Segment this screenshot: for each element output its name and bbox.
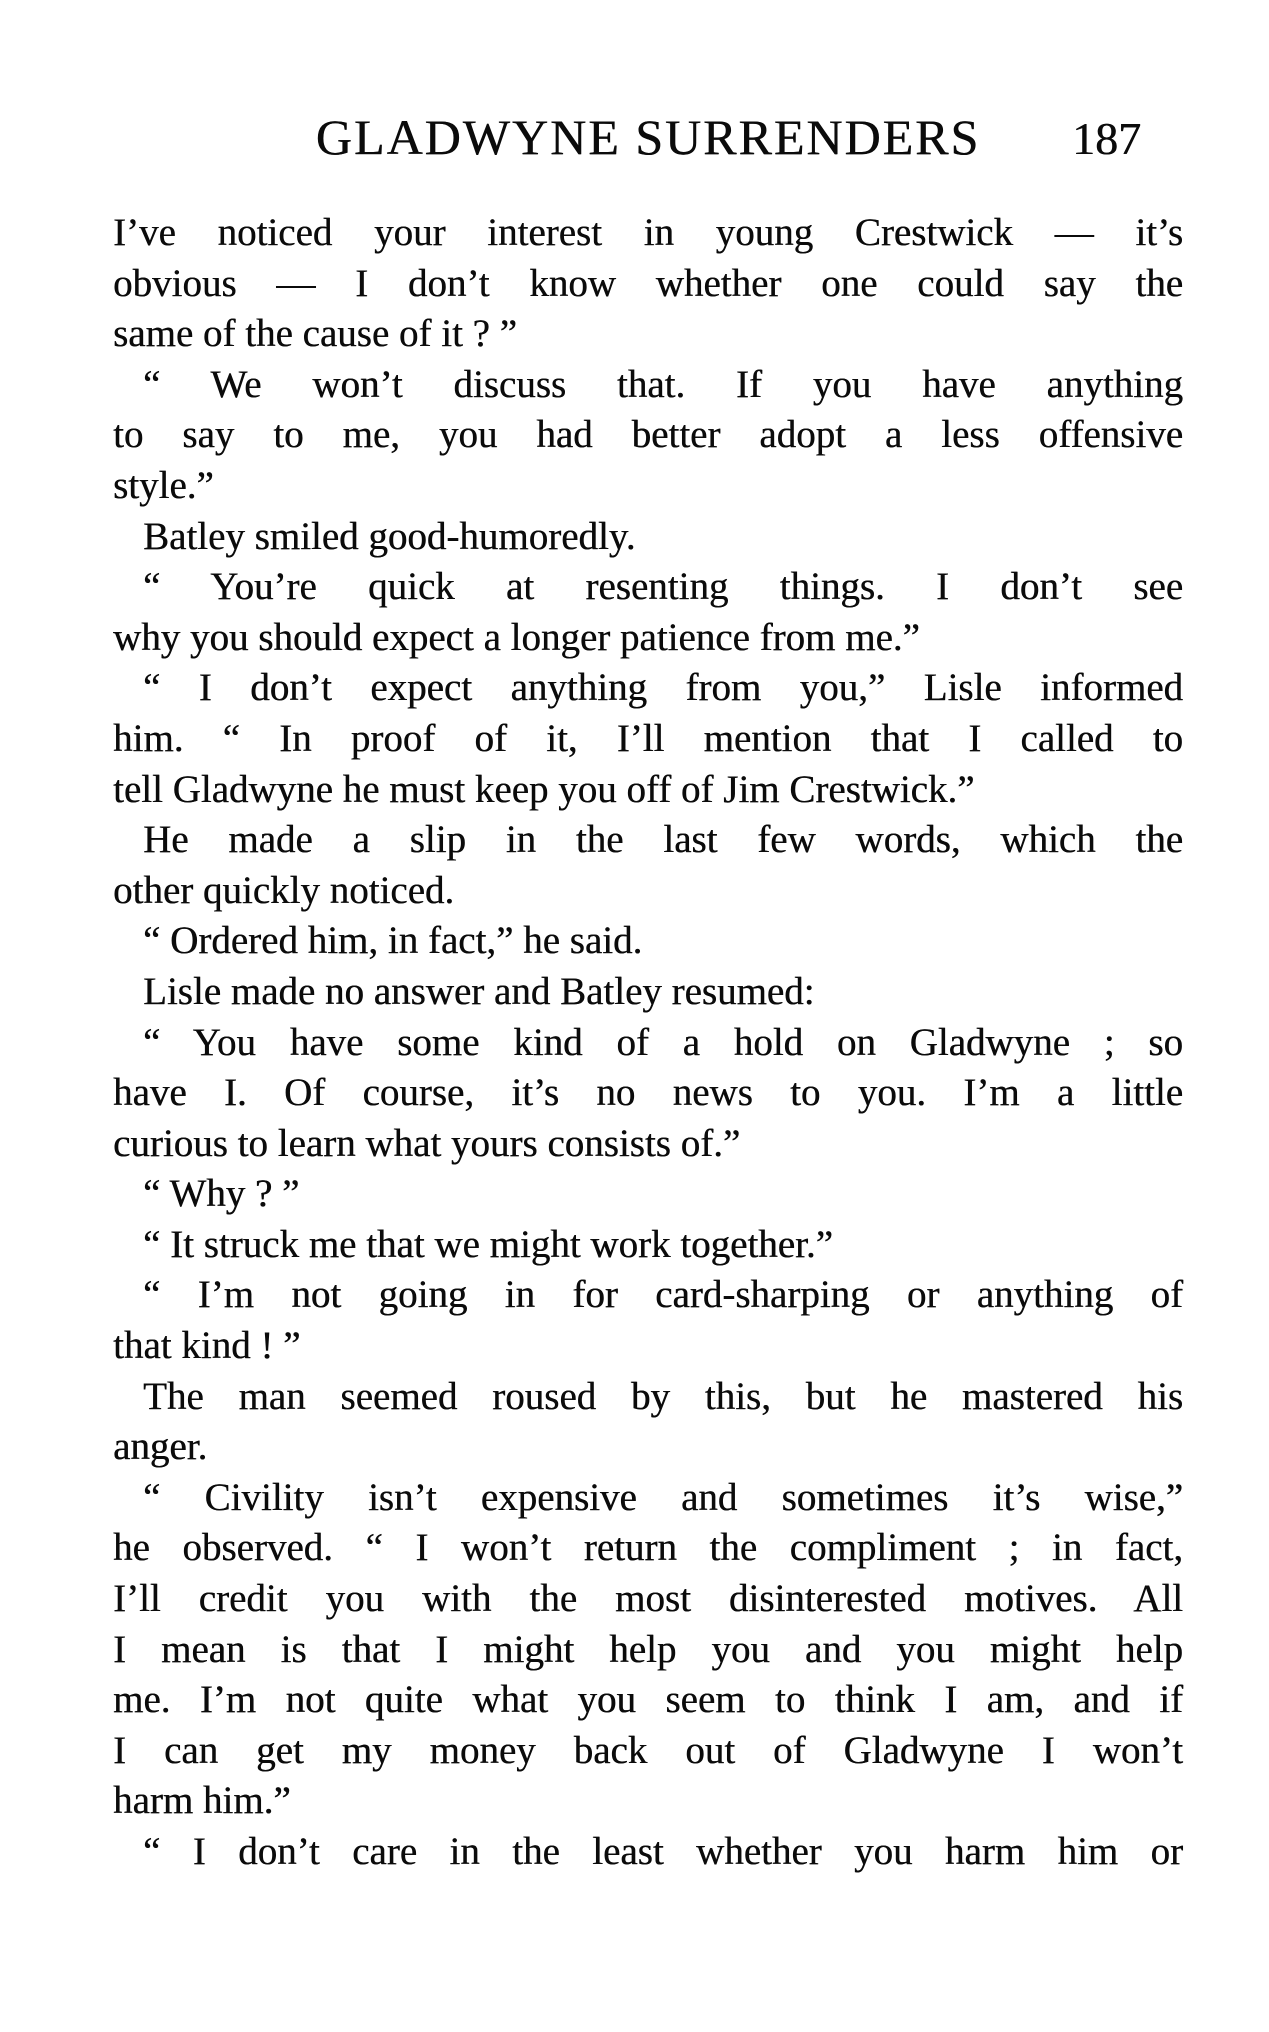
text-line: “ Civility isn’t expensive and sometimes it’s wise,” [143, 1475, 1183, 1519]
text-line: Batley smiled good-humoredly. [143, 514, 636, 558]
text-line: why you should expect a longer patience from me.” [113, 615, 920, 659]
text-line: “ I don’t expect anything from you,” Lisle informed [143, 666, 1183, 710]
text-line: “ I don’t care in the least whether you harm him or [143, 1830, 1183, 1873]
text-line: have I. Of course, it’s no news to you. I’m a little [113, 1071, 1183, 1115]
text-line: The man seemed roused by this, but he mastered his [143, 1374, 1183, 1418]
text-line: He made a slip in the last few words, which the [143, 818, 1183, 862]
text-line: obvious — I don’t know whether one could say the [113, 261, 1183, 305]
text-line: him. “ In proof of it, I’ll mention that I called to [113, 716, 1183, 760]
text-line: other quickly noticed. [113, 868, 455, 912]
text-line: “ It struck me that we might work together.” [143, 1222, 833, 1266]
text-line: that kind ! ” [113, 1324, 301, 1368]
text-line: harm him.” [113, 1779, 291, 1823]
text-line: “ Why ? ” [143, 1172, 300, 1216]
text-line: I mean is that I might help you and you might help [113, 1627, 1183, 1671]
text-line: me. I’m not quite what you seem to think I am, and if [113, 1678, 1183, 1722]
text-line: anger. [113, 1425, 208, 1469]
text-line: “ Ordered him, in fact,” he said. [143, 919, 643, 963]
page-number: 187 [1072, 113, 1141, 164]
running-header [113, 110, 1183, 164]
text-line: tell Gladwyne he must keep you off of Jim Crestwick.” [113, 767, 975, 811]
text-line: I’ll credit you with the most disinterested motives. All [113, 1577, 1183, 1621]
text-line: to say to me, you had better adopt a less offensive [113, 413, 1183, 457]
text-line: style.” [113, 463, 214, 507]
text-line: same of the cause of it ? ” [113, 312, 517, 356]
text-line: “ We won’t discuss that. If you have anything [143, 362, 1183, 406]
text-line: Lisle made no answer and Batley resumed: [143, 969, 815, 1013]
text-line: “ I’m not going in for card-sharping or anything of [143, 1273, 1183, 1317]
text-line: I can get my money back out of Gladwyne I won’t [113, 1728, 1183, 1772]
text-line: I’ve noticed your interest in young Crestwick — it’s [113, 211, 1183, 254]
text-line: curious to learn what yours consists of.” [113, 1121, 741, 1165]
chapter-title: GLADWYNE SURRENDERS [315, 109, 981, 165]
text-line: “ You’re quick at resenting things. I don’t see [143, 565, 1183, 609]
text-line: he observed. “ I won’t return the compliment ; in fact, [113, 1526, 1183, 1570]
text-line: “ You have some kind of a hold on Gladwyne ; so [143, 1020, 1183, 1064]
page-text [113, 208, 1183, 1878]
